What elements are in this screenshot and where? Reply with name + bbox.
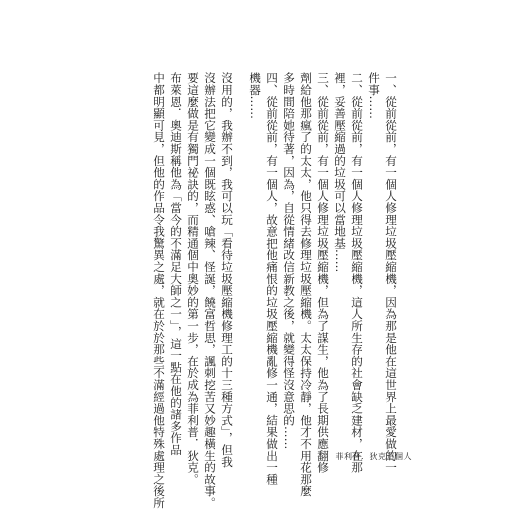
text-column: 沒辦法把它變成一個既眩惑、嗆辣、怪誕，饒富哲思，諷刺挖苦又妙趣橫生的故事。: [203, 72, 217, 509]
text-column: 劑給他那瘋了的太太，他只得去修理垃圾壓縮機。太太保持冷靜，他才不用花那麼: [299, 72, 313, 497]
text-column: 四、從前從前，有一個人，故意把他痛恨的垃圾壓縮機亂修一通，結果做出一種: [265, 72, 279, 485]
text-column: 要這麼做是有獨門祕訣的，而精通個中奧妙的第一步，在於成為菲利普．狄克。: [186, 72, 200, 485]
text-column: 一、從前從前，有一個人修理垃圾壓縮機，因為那是他在這世界上最愛做的一: [384, 72, 398, 474]
text-column: 二、從前從前，有一個人修理垃圾壓縮機，這人所生存的社會缺乏建材，在那: [350, 72, 364, 474]
text-column: 件事……: [367, 72, 381, 120]
page-footer-title: 菲利普．狄克這個人: [335, 452, 412, 461]
text-column: 布萊恩．奧迪斯稱他為「當今的不滿足大師之一」，這一點在他的諸多作品: [169, 72, 183, 456]
text-column: 機器……: [248, 72, 262, 120]
text-column: 多時間陪她待著，因為，自從情緒改信新教之後，就變得怪沒意思的……: [282, 72, 296, 450]
text-column: 裡，妥善壓縮過的垃圾可以當地基……: [333, 72, 347, 273]
text-column: 沒用的，我辦不到，我可以玩「看待垃圾壓縮機修理工的十三種方式」，但我: [220, 72, 234, 468]
text-column: 中都明顯可見，但他的作品令我驚異之處，就在於於那些不滿經過他特殊處理之後所: [152, 72, 166, 509]
text-column: 三、從前從前，有一個人修理垃圾壓縮機，但為了謀生，他為了長期供應翻修: [316, 72, 330, 474]
